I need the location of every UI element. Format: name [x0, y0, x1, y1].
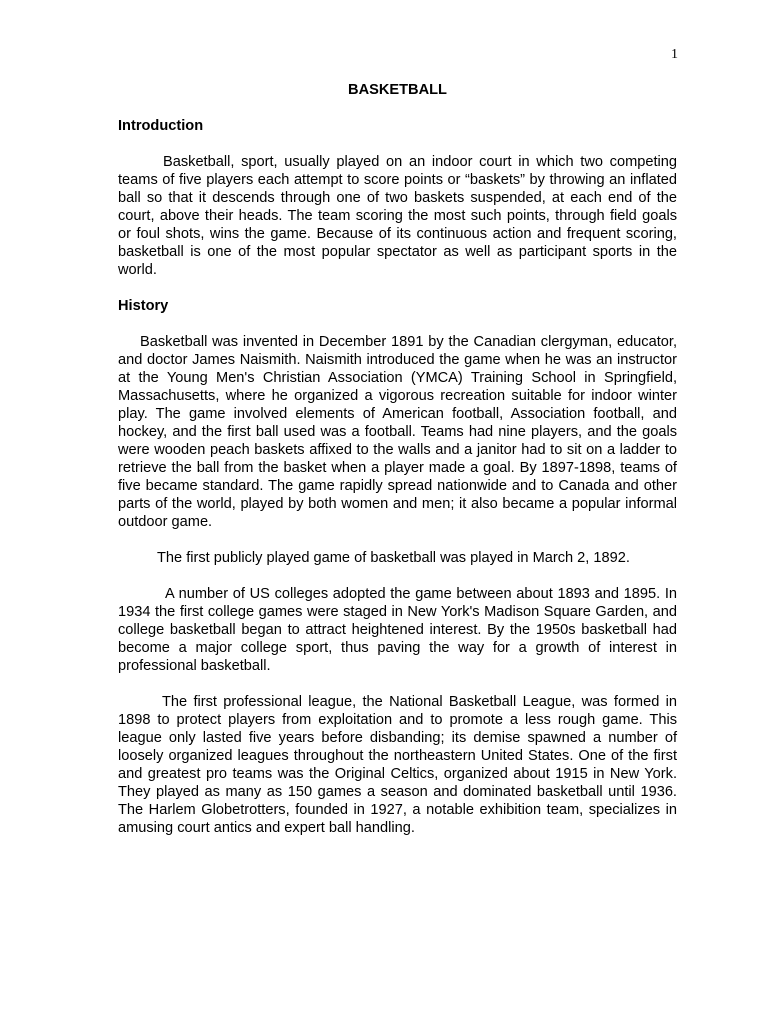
history-paragraph-4: The first professional league, the National Basketball League, was formed in 1898 to protect players from exploitation and to promote a less rough game. This league only lasted five years before disbanding; its demise spawned a number of loosely organized leagues throughout the northeastern United States. One of the first and greatest pro teams was the Original Celtics, organized about 1915 in New York. They played as many as 150 games a season and dominated basketball until 1936. The Harlem Globetrotters, founded in 1927, a notable exhibition team, specializes in amusing court antics and expert ball handling.	[118, 694, 677, 836]
spacer	[118, 675, 677, 693]
history-paragraph-3: A number of US colleges adopted the game between about 1893 and 1895. In 1934 the first college games were staged in New York's Madison Square Garden, and college basketball began to attract heightened interest. By the 1950s basketball had become a major college sport, thus paving the way for a growth of interest in professional basketball.	[118, 586, 677, 674]
spacer	[118, 315, 677, 333]
history-paragraph-1: Basketball was invented in December 1891 by the Canadian clergyman, educator, and doctor James Naismith. Naismith introduced the game when he was an instructor at the Young Men's Christian Association (YMCA) Training School in Springfield, Massachusetts, where he organized a vigorous recreation suitable for indoor winter play. The game involved elements of American football, Association football, and hockey, and the first ball used was a football. Teams had nine players, and the goals were wooden peach baskets affixed to the walls and a janitor had to sit on a ladder to retrieve the ball from the basket when a player made a goal. By 1897-1898, teams of five became standard. The game rapidly spread nationwide and to Canada and other parts of the world, played by both women and men; it also became a popular informal outdoor game.	[118, 334, 677, 530]
spacer	[118, 135, 677, 153]
spacer	[118, 567, 677, 585]
document-title: BASKETBALL	[348, 82, 447, 98]
page-number: 1	[671, 47, 678, 62]
introduction-paragraph: Basketball, sport, usually played on an indoor court in which two competing teams of five players each attempt to score points or “baskets” by throwing an inflated ball so that it descends through one of two baskets suspended, at each end of the court, above their heads. The team scoring the most such points, through field goals or foul shots, wins the game. Because of its continuous action and frequent scoring, basketball is one of the most popular spectator as well as participant sports in the world.	[118, 154, 677, 278]
document-body	[118, 81, 677, 837]
history-paragraph-2: The first publicly played game of basketball was played in March 2, 1892.	[157, 550, 630, 566]
section-heading-introduction: Introduction	[118, 118, 204, 134]
section-heading-history: History	[118, 298, 169, 314]
spacer	[118, 531, 677, 549]
spacer	[118, 279, 677, 297]
spacer	[118, 99, 677, 117]
